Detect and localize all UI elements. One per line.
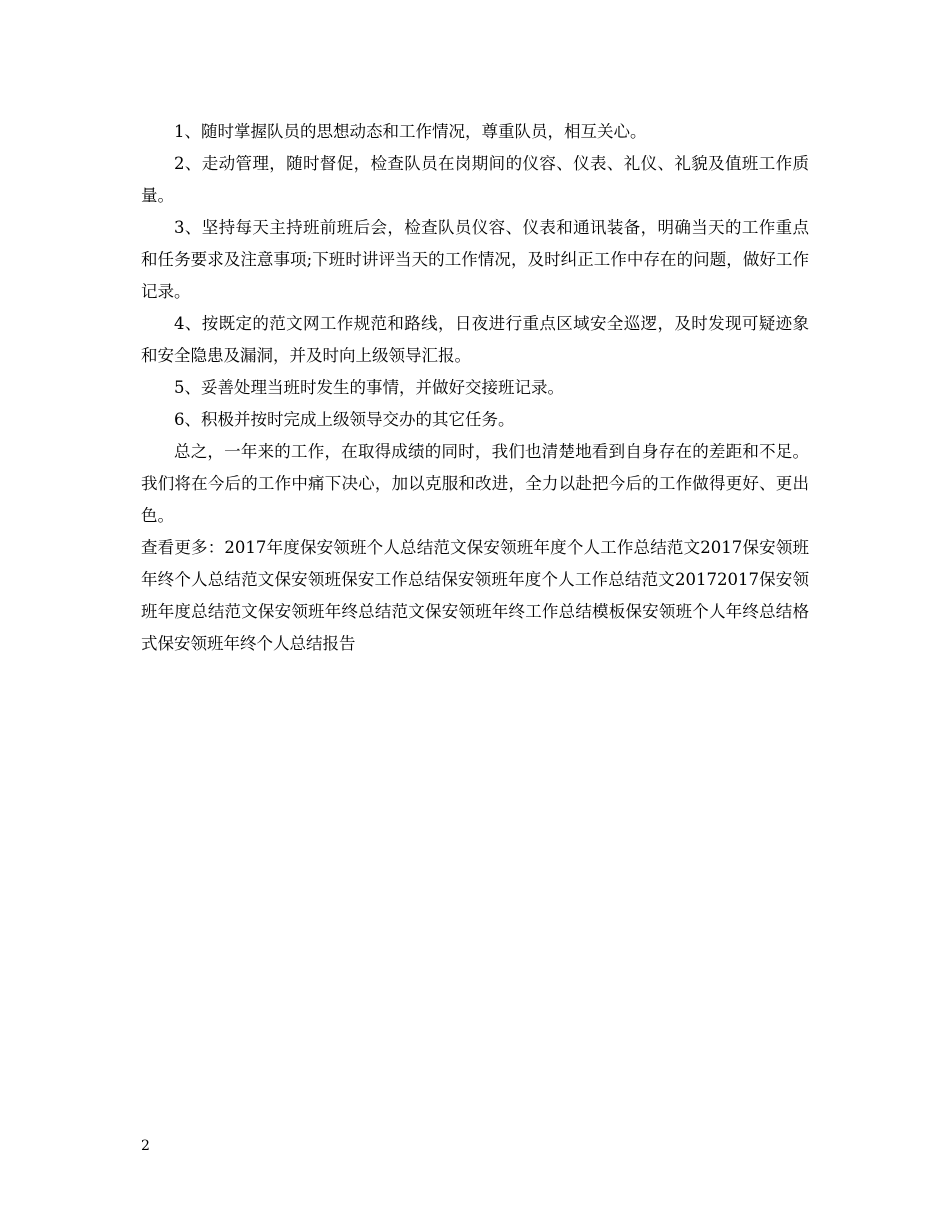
paragraph-item-3: 3、坚持每天主持班前班后会，检查队员仪容、仪表和通讯装备，明确当天的工作重点和任务要求及注意事项;下班时讲评当天的工作情况，及时纠正工作中存在的问题，做好工作记录。 <box>141 218 809 301</box>
page-number: 2 <box>141 1138 150 1154</box>
paragraph-item-1: 1、随时掌握队员的思想动态和工作情况，尊重队员，相互关心。 <box>174 122 647 141</box>
see-more-links: 查看更多：2017年度保安领班个人总结范文保安领班年度个人工作总结范文2017保安领班年终个人总结范文保安领班保安工作总结保安领班年度个人工作总结范文20172017保安领班年度总结范文保安领班年终总结范文保安领班年终工作总结模板保安领班个人年终总结格式保安领班年终个人总结报告 <box>141 538 809 653</box>
paragraph-item-2: 2、走动管理，随时督促，检查队员在岗期间的仪容、仪表、礼仪、礼貌及值班工作质量。 <box>141 154 809 205</box>
paragraph-item-6: 6、积极并按时完成上级领导交办的其它任务。 <box>174 410 515 429</box>
document-body <box>141 116 809 660</box>
paragraph-item-5: 5、妥善处理当班时发生的事情，并做好交接班记录。 <box>174 378 564 397</box>
conclusion-paragraph: 总之，一年来的工作，在取得成绩的同时，我们也清楚地看到自身存在的差距和不足。我们将在今后的工作中痛下决心，加以克服和改进，全力以赴把今后的工作做得更好、更出色。 <box>141 442 809 525</box>
paragraph-item-4: 4、按既定的范文网工作规范和路线，日夜进行重点区域安全巡逻，及时发现可疑迹象和安全隐患及漏洞，并及时向上级领导汇报。 <box>141 314 809 365</box>
